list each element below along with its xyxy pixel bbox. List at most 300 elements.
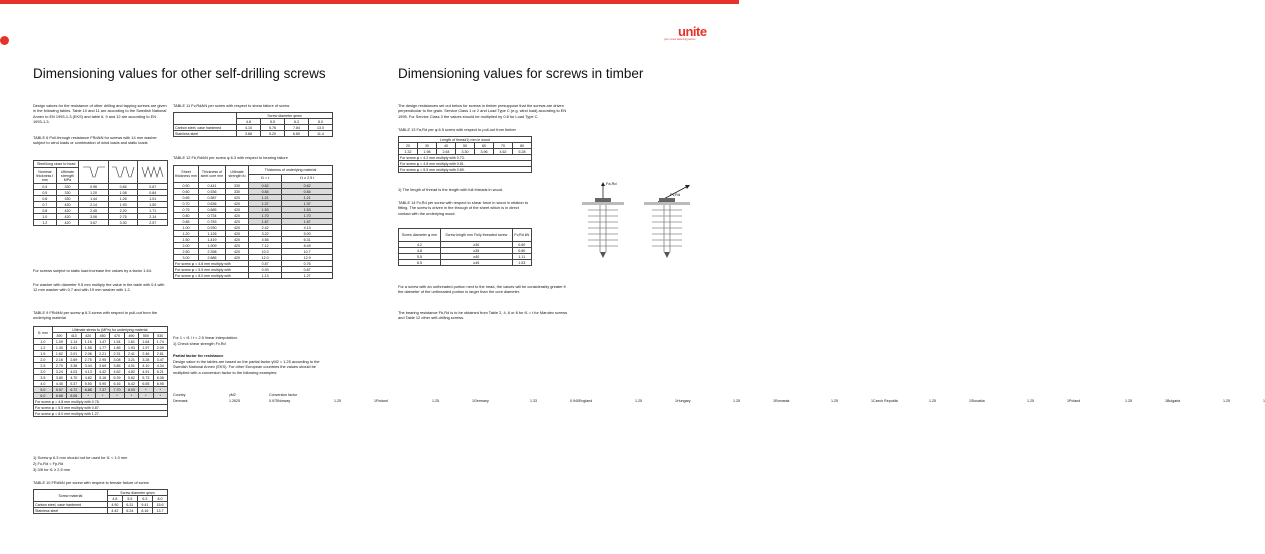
t9-cell: 3.85 <box>110 363 124 369</box>
t9-cell: 4.0 <box>34 381 53 387</box>
t10-cell: Carbon steel, case hardened <box>34 502 108 508</box>
t13-note: For screw φ = 5.5 mm multiply with 0.89. <box>399 167 532 173</box>
country-cell: Finland <box>376 398 388 403</box>
t9-cell: 5.39 <box>110 375 124 381</box>
table13-caption: TABLE 13 Fa,Rd per φ 6.5 screw with respect to pull-out from timber <box>398 127 516 132</box>
profile-icon <box>108 161 138 184</box>
t12-cell: 420 <box>226 255 249 261</box>
t12-cell: 420 <box>226 219 249 225</box>
country-cell: 1.25 <box>334 398 341 403</box>
t6-cell: 0.84 <box>138 190 168 196</box>
t14-cell: 5.5 <box>399 254 441 260</box>
country-row <box>775 399 873 405</box>
t12-cell: 12.0 <box>249 255 282 261</box>
t12-cell: 2.886 <box>199 255 226 261</box>
t12-note-val: 0.93 <box>249 267 282 273</box>
t6-cell: 420 <box>56 202 79 208</box>
t9-cell: 8.06 <box>67 393 81 399</box>
t9-cell: 1.77 <box>95 345 109 351</box>
t10-col: 5.5 <box>122 496 137 502</box>
brand-tagline: your screw fastening partner <box>664 38 696 41</box>
t9-head-strength: Ultimate stress fu (MPa) for underlying material <box>52 327 167 333</box>
t11-cell: 4.10 <box>237 125 261 131</box>
t9-cell: 1.14 <box>67 339 81 345</box>
bearing-note: The bearing resistance Fb,Rd is to be obtained from Table 2, 4, 6 or 8 for t1 = t for Marutex screws and Table 12 other self-drilling screws. <box>398 310 568 321</box>
t11-head-dia: Screw diameter φmm <box>237 113 333 119</box>
left-intro: Design values for the resistance of other drilling and tapping screws are given in the following tables. Table 10 and 11 are according to the Swedish National Annex to EN 1993-1-3 (EKS) and table 6, 9 and 12 are according to EN 1993-1-3. <box>33 103 167 124</box>
t12-cell: 0.60 <box>174 189 199 195</box>
brand-logo: unite <box>678 24 707 39</box>
t12-note: For screw φ = 8.0 mm multiply with <box>174 273 249 279</box>
country-head-factor: Conversion factor <box>269 393 298 397</box>
t12-cell: 330 <box>226 183 249 189</box>
t14-cell: ≥45 <box>441 260 512 266</box>
t12-cell: 420 <box>226 207 249 213</box>
t9-cell: 2.01 <box>67 351 81 357</box>
t9-head-t: t1 mm <box>34 327 53 339</box>
t12-cell: 2.50 <box>174 249 199 255</box>
t12-note: For screw φ = 4.8 mm multiply with <box>174 261 249 267</box>
interp-note: For 1 < t1 / t < 2.5 linear interpolation. <box>173 335 238 340</box>
t14-cell: 4.8 <box>399 248 441 254</box>
right-title: Dimensioning values for screws in timber <box>398 66 644 81</box>
country-row <box>1069 399 1167 405</box>
t12-cell: 0.685 <box>199 207 226 213</box>
t6-cell: 1.2 <box>34 220 57 226</box>
t9-cell: 1.16 <box>81 339 95 345</box>
t9-cell: 1.2 <box>34 345 53 351</box>
t11-cell: 11.4 <box>309 131 333 137</box>
t6-head-ultimate: Ultimate strength MPa <box>56 168 79 184</box>
t12-cell: 420 <box>226 249 249 255</box>
t9-cell: 5.73 <box>139 375 153 381</box>
t6-cell: 0.6 <box>34 196 57 202</box>
t9-cell: 1.61 <box>124 339 138 345</box>
country-row <box>474 399 579 405</box>
t12-cell: 1.87 <box>282 219 333 225</box>
t6-cell: 3.67 <box>79 220 109 226</box>
t9-cell: 5.21 <box>153 369 167 375</box>
country-cell: 1.25 <box>1125 398 1132 403</box>
t9-cell: * <box>110 393 124 399</box>
t14-cell: 0.80 <box>512 248 532 254</box>
t12-cell: 0.50 <box>174 183 199 189</box>
t13-col: 20 <box>399 143 418 149</box>
t9-cell: 1.47 <box>95 339 109 345</box>
table10-caption: TABLE 10 FRd/kN per screw with respect to female failure of screw <box>33 480 149 485</box>
t9-cell: 7.37 <box>95 387 109 393</box>
country-cell: 1.25 <box>831 398 838 403</box>
t12-cell: 7.12 <box>249 243 282 249</box>
profile-icon <box>79 161 109 184</box>
t9-cell: 3.08 <box>110 357 124 363</box>
t11-cell: 5.20 <box>261 131 285 137</box>
t9-col: 450 <box>95 333 109 339</box>
t9-cell: 3.24 <box>52 369 66 375</box>
table14-caption: TABLE 14 Fv,Rd per screw with respect to shear force in wood in relation to fitting. The screw is driven in the through of the sheet which is in direct contact with the underlying wood. <box>398 200 529 216</box>
country-cell: England <box>579 398 593 403</box>
t12-cell: 1.70 <box>249 213 282 219</box>
t9-cell: 3.5 <box>34 375 53 381</box>
country-row <box>173 399 278 405</box>
t6-cell: 0.67 <box>138 184 168 190</box>
t12-cell: 420 <box>226 243 249 249</box>
t12-cell: 1.70 <box>282 213 333 219</box>
t13-col: 40 <box>437 143 456 149</box>
t13-val: 5.28 <box>513 149 532 155</box>
t6-cell: 1.01 <box>138 196 168 202</box>
t9-cell: 1.74 <box>153 339 167 345</box>
country-cell: Norway <box>278 398 291 403</box>
t12-cell: 1.37 <box>282 201 333 207</box>
t9-cell: 4.13 <box>81 369 95 375</box>
t9-cell: 6.42 <box>124 381 138 387</box>
table14 <box>398 228 532 266</box>
country-cell: Romania <box>775 398 790 403</box>
t12-cell: 0.783 <box>199 219 226 225</box>
t9-cell: 4.34 <box>153 363 167 369</box>
right-intro: The design resistances set out below for screws in timber presuppose that the screws are driven perpendicular to the grain. Service Class 1 or 2 and Load Type C (e.g. wind load) according to EN 1995. For Service Class 3 the values should be multiplied by 0.8 for Load Type C. <box>398 103 567 119</box>
t11-cell: 7.84 <box>285 125 309 131</box>
t9-cell: 2.95 <box>95 357 109 363</box>
t13-val: 3.96 <box>475 149 494 155</box>
t11-cell: 3.66 <box>237 131 261 137</box>
t9-cell: 6.0 <box>34 393 53 399</box>
t9-cell: * <box>95 393 109 399</box>
country-row <box>677 399 775 405</box>
t9-cell: 4.62 <box>110 369 124 375</box>
t6-cell: 1.93 <box>108 202 138 208</box>
t9-cell: 4.91 <box>139 369 153 375</box>
t9-cell: 6.16 <box>110 381 124 387</box>
t12-cell: 420 <box>226 231 249 237</box>
country-cell: 1 <box>871 398 873 403</box>
t12-note-val: 1.27 <box>282 273 333 279</box>
t9-cell: 5.50 <box>81 381 95 387</box>
t9-cell: 4.10 <box>139 363 153 369</box>
table9 <box>33 326 168 417</box>
t9-cell: 4.42 <box>95 369 109 375</box>
t12-note: For screw φ = 5.5 mm multiply with <box>174 267 249 273</box>
t9-cell: 4.70 <box>67 375 81 381</box>
t6-cell: 1.0 <box>34 214 57 220</box>
pullout-force-label: Fa,Rd <box>606 181 617 186</box>
country-cell: 1.25 <box>432 398 439 403</box>
country-row <box>971 399 1069 405</box>
t9-cell: 2.46 <box>139 351 153 357</box>
shear-screw-figure <box>638 180 696 260</box>
washer-note: For washer with diameter 9.5 mm multiply the value in the table with 0.4 with 12 mm washer with 0.7 and with 19 mm washer with 1.2. <box>33 282 165 293</box>
t12-cell: 6.31 <box>282 237 333 243</box>
t6-cell: 2.75 <box>108 214 138 220</box>
country-row <box>873 399 971 405</box>
t6-cell: 1.50 <box>138 202 168 208</box>
t14-head-len: Screw length mm Fully threaded screw <box>441 229 512 242</box>
t12-cell: 0.75 <box>174 207 199 213</box>
country-cell: Germany <box>474 398 489 403</box>
t9-cell: 1.55 <box>81 345 95 351</box>
t9-cell: 2.06 <box>81 351 95 357</box>
partial-factor-text: Design value in the tables are based on the partial factor γM2 = 1.25 according to the Swedish National Annex (EKS). For other European countries the values should be multiplied with a conversion factor to the following examples: <box>173 359 320 375</box>
t6-cell: 0.96 <box>79 184 109 190</box>
country-cell: 1.33 <box>530 398 537 403</box>
table6-caption: TABLE 6 Pull-through resistance FRd/kN for screws with 14 mm washer subject to wind loads or combination of wind loads and static loads <box>33 135 157 146</box>
t12-cell: 1.53 <box>249 207 282 213</box>
t9-cell: 6.08 <box>153 375 167 381</box>
t12-cell: 0.70 <box>174 201 199 207</box>
country-cell: 1 <box>969 398 971 403</box>
t9-cell: 4.82 <box>81 375 95 381</box>
t9-cell: 2.61 <box>153 351 167 357</box>
t9-cell: 5.90 <box>95 381 109 387</box>
t10-col: 4.8 <box>107 496 122 502</box>
country-row <box>579 399 677 405</box>
t9-cell: 4.03 <box>67 369 81 375</box>
t9-cell: 1.85 <box>110 345 124 351</box>
t12-cell: 0.734 <box>199 213 226 219</box>
t9-cell: 4.45 <box>52 381 66 387</box>
t9-col: 500 <box>139 333 153 339</box>
t9-cell: 1.97 <box>139 345 153 351</box>
t9-col: 420 <box>81 333 95 339</box>
t10-cell: 6.16 <box>137 508 152 514</box>
t14-cell: ≥35 <box>441 248 512 254</box>
t10-cell: 9.41 <box>137 502 152 508</box>
t6-cell: 2.20 <box>108 208 138 214</box>
table12-caption: TABLE 12 Fb,Rd/kN per screw φ 6.3 with respect to bearing failure <box>173 155 288 160</box>
static-note: For screws subject to static load increase the values by a factor 1.64. <box>33 268 152 273</box>
t9-col: 530 <box>153 333 167 339</box>
t9-cell: 6.68 <box>52 393 66 399</box>
t12-cell: 0.587 <box>199 195 226 201</box>
t6-cell: 1.71 <box>138 208 168 214</box>
table12 <box>173 165 333 279</box>
t14-cell: 6.5 <box>399 260 441 266</box>
t6-cell: 3.30 <box>108 220 138 226</box>
t6-cell: 330 <box>56 184 79 190</box>
country-row <box>376 399 474 405</box>
country-cell: 1 <box>1067 398 1069 403</box>
t12-cell: 1.00 <box>174 225 199 231</box>
t9-cell: 3.44 <box>81 363 95 369</box>
t12-head-sheet: Sheet thickness mm <box>174 166 199 183</box>
shear-check-note: 1) Check shear strength Fv,Rd <box>173 341 226 346</box>
t12-cell: 1.21 <box>282 195 333 201</box>
t9-cell: 5.37 <box>67 381 81 387</box>
t11-col: 5.5 <box>261 119 285 125</box>
t13-col: 30 <box>418 143 437 149</box>
t9-cell: * <box>124 393 138 399</box>
t10-cell: 4.42 <box>107 508 122 514</box>
t11-cell: Carbon steel, case hardened <box>174 125 237 131</box>
t12-cell: 2.00 <box>174 243 199 249</box>
t12-cell: 420 <box>226 195 249 201</box>
t6-cell: 0.8 <box>34 208 57 214</box>
t12-cell: 1.37 <box>249 201 282 207</box>
country-cell: 1 <box>374 398 376 403</box>
country-cell: 1.25 <box>1223 398 1230 403</box>
t9-footnote-2: 2) Fu,Rd = Fp,Rd <box>33 461 64 466</box>
t6-row <box>34 220 168 226</box>
t13-val: 4.62 <box>494 149 513 155</box>
t12-cell: 0.636 <box>199 201 226 207</box>
t11-head-blank <box>174 113 237 125</box>
t12-cell: 3.00 <box>174 255 199 261</box>
t9-cell: 1.61 <box>67 345 81 351</box>
t12-cell: 4.56 <box>249 237 282 243</box>
t9-cell: 2.5 <box>34 363 53 369</box>
t9-cell: 1.54 <box>110 339 124 345</box>
country-row <box>278 399 376 405</box>
t10-head-dia: Screw diameter φmm <box>107 490 167 496</box>
t9-cell: 2.70 <box>52 363 66 369</box>
country-head-gamma: γM2 <box>229 393 236 397</box>
t11-col: 4.8 <box>237 119 261 125</box>
country-cell: Poland <box>1069 398 1081 403</box>
t9-note: For screw φ = 5.5 mm multiply with 0.87. <box>34 405 168 411</box>
t12-cell: 1.87 <box>249 219 282 225</box>
t12-cell: 1.50 <box>174 237 199 243</box>
t13-note: For screw φ = 4.2 mm multiply with 0.73. <box>399 155 532 161</box>
t12-cell: 0.84 <box>282 189 333 195</box>
t12-cell: 5.00 <box>282 231 333 237</box>
t11-cell: 6.60 <box>285 131 309 137</box>
t12-cell: 12.9 <box>282 255 333 261</box>
t14-head-fv: Fv,Rd kN <box>512 229 532 242</box>
t12-head-under: Thickness of underlying material <box>249 166 333 175</box>
t14-row <box>399 260 532 266</box>
t9-cell: 6.55 <box>139 381 153 387</box>
t12-cell: 0.85 <box>174 219 199 225</box>
t13-col: 50 <box>456 143 475 149</box>
t6-cell: 1.44 <box>79 196 109 202</box>
t12-cell: 2.398 <box>199 249 226 255</box>
t12-cell: 0.62 <box>249 183 282 189</box>
t14-cell: ≥40 <box>441 254 512 260</box>
t6-cell: 0.84 <box>108 184 138 190</box>
t10-col: 8.0 <box>152 496 167 502</box>
partial-factor-title: Partial factor for resistance <box>173 353 224 358</box>
t10-cell: Stainless steel <box>34 508 108 514</box>
t9-cell: 2.41 <box>124 351 138 357</box>
t6-head-nominal: Nominal thickness t mm <box>34 168 57 184</box>
t14-cell: 1.11 <box>512 254 532 260</box>
t9-cell: 5.62 <box>124 375 138 381</box>
t12-cell: 1.419 <box>199 237 226 243</box>
t11-cell: 13.0 <box>309 125 333 131</box>
country-cell: Bulgaria <box>1167 398 1181 403</box>
t11-row <box>174 131 333 137</box>
t9-cell: * <box>139 387 153 393</box>
t11-col: 6.3 <box>285 119 309 125</box>
t9-cell: 3.36 <box>67 363 81 369</box>
t9-cell: 4.01 <box>124 363 138 369</box>
t13-val: 3.30 <box>456 149 475 155</box>
t9-cell: 1.62 <box>52 351 66 357</box>
t9-cell: 3.47 <box>153 357 167 363</box>
t12-cell: 420 <box>226 201 249 207</box>
t9-cell: 1.5 <box>34 351 53 357</box>
t9-note: For screw φ = 8.0 mm multiply with 1.27. <box>34 411 168 417</box>
t12-head-c2: t1 ≥ 2.5 t <box>282 174 333 183</box>
t9-cell: 2.0 <box>34 357 53 363</box>
t9-cell: * <box>153 393 167 399</box>
t12-note-val: 1.13 <box>249 273 282 279</box>
t10-cell: 6.24 <box>122 508 137 514</box>
t13-col: 80 <box>513 143 532 149</box>
t12-cell: 0.441 <box>199 183 226 189</box>
profile-icon <box>138 161 168 184</box>
t11-col: 8.0 <box>309 119 333 125</box>
t9-cell: 1.64 <box>139 339 153 345</box>
country-cell: Czech Republic <box>873 398 899 403</box>
t9-note: For screw φ = 4.8 mm multiply with 0.76. <box>34 399 168 405</box>
table13 <box>398 136 532 173</box>
country-cell: 1 <box>675 398 677 403</box>
country-cell: 1 <box>472 398 474 403</box>
t9-cell: 6.72 <box>67 387 81 393</box>
t12-note-val: 0.87 <box>249 261 282 267</box>
t12-cell: 0.80 <box>174 213 199 219</box>
shear-force-label: Fv,Rd <box>670 192 681 197</box>
country-cell: 0.940 <box>570 398 579 403</box>
t12-cell: 1.53 <box>282 207 333 213</box>
country-cell: Hungary <box>677 398 691 403</box>
t10-row <box>34 508 168 514</box>
t10-head-mat: Screw material <box>34 490 108 502</box>
t9-footnote-3: 3) 3/8 for t1 ≥ 2.5 mm <box>33 467 71 472</box>
t6-cell: 0.4 <box>34 184 57 190</box>
t6-cell: 0.5 <box>34 190 57 196</box>
t12-head-c1: t1 = t <box>249 174 282 183</box>
table9-caption: TABLE 9 FRd/kN per screw φ 6.3 screw with respect to pull-out from the underlying material <box>33 310 158 321</box>
t12-cell: 0.84 <box>249 189 282 195</box>
t9-cell: 2.21 <box>95 351 109 357</box>
t13-val: 1.32 <box>399 149 418 155</box>
t9-cell: 1.93 <box>124 345 138 351</box>
t13-col: 70 <box>494 143 513 149</box>
country-cell: 0.975 <box>269 398 278 403</box>
t9-cell: 2.69 <box>67 357 81 363</box>
t11-cell: Stainless steel <box>174 131 237 137</box>
t6-cell: 1.20 <box>79 190 109 196</box>
country-cell: Denmark <box>173 398 188 403</box>
country-row <box>1167 399 1265 405</box>
t12-head-core: Thickness of steel core mm <box>199 166 226 183</box>
t6-cell: 0.7 <box>34 202 57 208</box>
t12-cell: 8.49 <box>282 243 333 249</box>
t13-val: 2.64 <box>437 149 456 155</box>
t9-cell: 3.0 <box>34 369 53 375</box>
t6-cell: 420 <box>56 220 79 226</box>
country-cell: 1.25 <box>635 398 642 403</box>
t6-cell: 2.14 <box>138 214 168 220</box>
t10-cell: 15.6 <box>152 502 167 508</box>
table11-caption: TABLE 11 Fv,Rd/kN per screw with respect to shear failure of screw <box>173 103 290 108</box>
t10-cell: 13.7 <box>152 508 167 514</box>
t14-cell: 1.53 <box>512 260 532 266</box>
table6 <box>33 160 168 226</box>
t9-footnote-1: 1) Screw φ 6.3 mm should not be used for t1 < 1.0 mm <box>33 455 128 460</box>
t9-cell: 2.31 <box>110 351 124 357</box>
t6-head-sheet: Steel/long close to head <box>34 161 79 168</box>
t9-cell: 1.30 <box>52 345 66 351</box>
t9-cell: 6.88 <box>81 387 95 393</box>
t9-cell: 8.03 <box>124 387 138 393</box>
t9-cell: 5.16 <box>95 375 109 381</box>
t12-note-val: 0.76 <box>282 261 333 267</box>
t11-cell: 5.76 <box>261 125 285 131</box>
